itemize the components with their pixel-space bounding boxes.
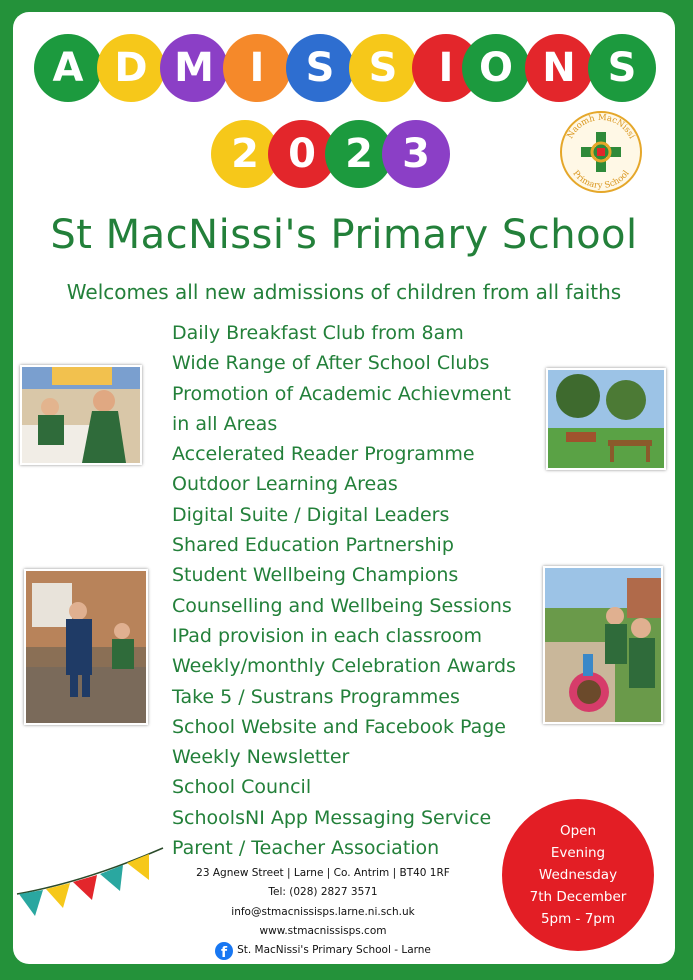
school-name: St MacNissi's Primary School xyxy=(50,212,638,258)
list-item: Digital Suite / Digital Leaders xyxy=(172,503,450,526)
list-item: Weekly Newsletter xyxy=(172,746,350,769)
svg-text:Primary School: Primary School xyxy=(570,168,632,192)
list-item: in all Areas xyxy=(172,412,278,435)
letter-bubble: S xyxy=(349,34,417,102)
list-item: Parent / Teacher Association xyxy=(172,837,440,860)
outdoor-garden-photo xyxy=(546,368,666,470)
open-evening-line: 5pm - 7pm xyxy=(540,911,616,927)
digit-bubble: 2 xyxy=(211,120,279,188)
list-item: Daily Breakfast Club from 8am xyxy=(172,322,464,344)
letter-bubble: S xyxy=(588,34,656,102)
list-item: Weekly/monthly Celebration Awards xyxy=(172,655,516,678)
letter-bubble: M xyxy=(160,34,228,102)
list-item: Accelerated Reader Programme xyxy=(172,443,475,466)
facebook-page xyxy=(173,941,473,960)
list-item: SchoolsNI App Messaging Service xyxy=(172,806,492,829)
subtitle: Welcomes all new admissions of children from all faiths xyxy=(66,280,622,304)
phone-number: Tel: (028) 2827 3571 xyxy=(268,886,378,899)
list-item: Wide Range of After School Clubs xyxy=(172,352,490,375)
digit-bubble: 0 xyxy=(268,120,336,188)
letter-bubble: S xyxy=(286,34,354,102)
svg-text:Naomh MacNissi: Naomh MacNissi xyxy=(565,112,637,141)
letter-bubble: N xyxy=(525,34,593,102)
facebook-icon: f xyxy=(215,942,233,960)
list-item: Counselling and Wellbeing Sessions xyxy=(172,594,512,617)
open-evening-line: Open xyxy=(559,823,597,839)
open-evening-badge xyxy=(502,799,654,951)
letter-bubble: I xyxy=(223,34,291,102)
list-item: Outdoor Learning Areas xyxy=(172,473,398,496)
digit-bubble: 2 xyxy=(325,120,393,188)
digit-bubble: 3 xyxy=(382,120,450,188)
contact-details xyxy=(173,864,473,960)
address: 23 Agnew Street | Larne | Co. Antrim | BT40 1RF xyxy=(196,867,450,879)
letter-bubble: A xyxy=(34,34,102,102)
open-evening-line: Wednesday xyxy=(538,867,618,883)
open-evening-line: Evening xyxy=(550,845,606,861)
open-evening-line: 7th December xyxy=(529,889,627,905)
facebook-page-name: St. MacNissi's Primary School - Larne xyxy=(237,944,431,957)
email-address: info@stmacnissisps.larne.ni.sch.uk xyxy=(231,905,415,918)
list-item: Take 5 / Sustrans Programmes xyxy=(172,685,460,708)
letter-bubble: D xyxy=(97,34,165,102)
list-item: School Council xyxy=(172,776,312,799)
mud-kitchen-photo xyxy=(543,566,663,724)
classroom-photo xyxy=(20,365,142,465)
list-item: Promotion of Academic Achievment xyxy=(172,382,511,405)
outdoor-play-photo xyxy=(24,569,148,725)
list-item: IPad provision in each classroom xyxy=(172,624,482,647)
school-crest-logo xyxy=(559,110,643,194)
feature-list xyxy=(172,318,516,863)
list-item: Shared Education Partnership xyxy=(172,534,454,557)
poster xyxy=(13,12,675,964)
bunting-decoration xyxy=(15,842,165,932)
website: www.stmacnissisps.com xyxy=(259,924,387,937)
list-item: Student Wellbeing Champions xyxy=(172,564,459,587)
list-item: School Website and Facebook Page xyxy=(172,715,506,738)
letter-bubble: I xyxy=(412,34,480,102)
letter-bubble: O xyxy=(462,34,530,102)
